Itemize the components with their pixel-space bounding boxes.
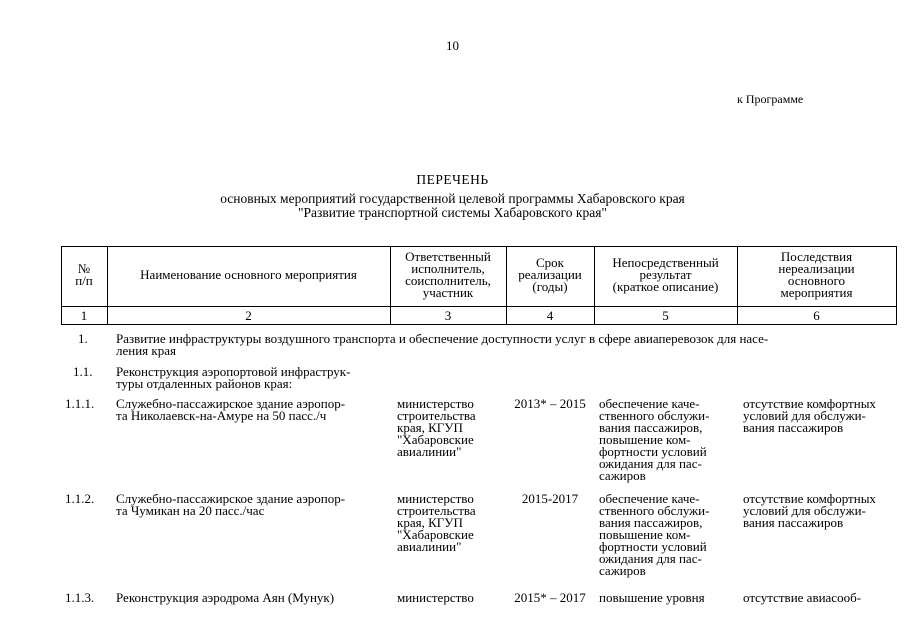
row-consequence: отсутствие комфортных условий для обслужи- вания пассажиров (743, 491, 876, 530)
column-number: 4 (546, 307, 554, 323)
row-term: 2015* – 2017 (514, 590, 586, 605)
row-number: 1.1. (73, 364, 93, 379)
column-number: 6 (813, 307, 820, 323)
row-number: 1. (78, 331, 88, 346)
row-number: 1.1.3. (65, 590, 95, 605)
row-term: 2013* – 2015 (514, 396, 586, 411)
document-subtitle: основных мероприятий государственной целевой программы Хабаровского края "Развитие транспортной системы Хабаровского края" (220, 191, 685, 220)
header-consequence: Последствия нереализации основного мероприятия (778, 249, 855, 300)
row-term: 2015-2017 (521, 491, 579, 506)
column-number: 1 (80, 307, 88, 323)
row-name: Реконструкция аэродрома Аян (Мунук) (116, 590, 335, 605)
header-term: Срок реализации (годы) (518, 255, 582, 294)
header-name: Наименование основного мероприятия (140, 267, 357, 282)
document-title: ПЕРЕЧЕНЬ (416, 172, 489, 187)
table-header-divider (61, 306, 896, 307)
appendix-reference: к Программе (737, 92, 804, 106)
header-executor: Ответственный исполнитель, соисполнитель, участник (405, 249, 491, 300)
header-number: № п/п (75, 261, 93, 288)
row-executor: министерство строительства края, КГУП "Хабаровские авиалинии" (397, 396, 476, 459)
table-header-bottom-border (61, 324, 896, 325)
row-name: Служебно-пассажирское здание аэропор- та Чумикан на 20 пасс./час (116, 491, 346, 518)
row-consequence: отсутствие комфортных условий для обслужи- вания пассажиров (743, 396, 876, 435)
table-col-border (896, 246, 897, 325)
row-number: 1.1.1. (65, 396, 95, 411)
row-result: повышение уровня (599, 590, 705, 605)
column-number: 3 (444, 307, 452, 323)
row-name: Реконструкция аэропортовой инфраструк- туры отдаленных районов края: (116, 364, 351, 391)
row-executor: министерство (397, 590, 474, 605)
page-number: 10 (446, 38, 459, 53)
row-number: 1.1.2. (65, 491, 95, 506)
row-consequence: отсутствие авиасооб- (743, 590, 862, 605)
header-result: Непосредственный результат (краткое описание) (612, 255, 719, 294)
row-name: Развитие инфраструктуры воздушного транспорта и обеспечение доступности услуг в сфере авиаперевозок для насе- ления края (116, 331, 769, 358)
row-result: обеспечение каче- ственного обслужи- вания пассажиров, повышение ком- фортности условий ожидания для пас- сажиров (599, 396, 710, 483)
table-top-border (61, 246, 896, 247)
column-number: 2 (245, 307, 252, 323)
row-executor: министерство строительства края, КГУП "Хабаровские авиалинии" (397, 491, 476, 554)
row-name: Служебно-пассажирское здание аэропор- та Николаевск-на-Амуре на 50 пасс./ч (116, 396, 346, 423)
row-result: обеспечение каче- ственного обслужи- вания пассажиров, повышение ком- фортности условий ожидания для пас- сажиров (599, 491, 710, 578)
column-number: 5 (662, 307, 669, 323)
